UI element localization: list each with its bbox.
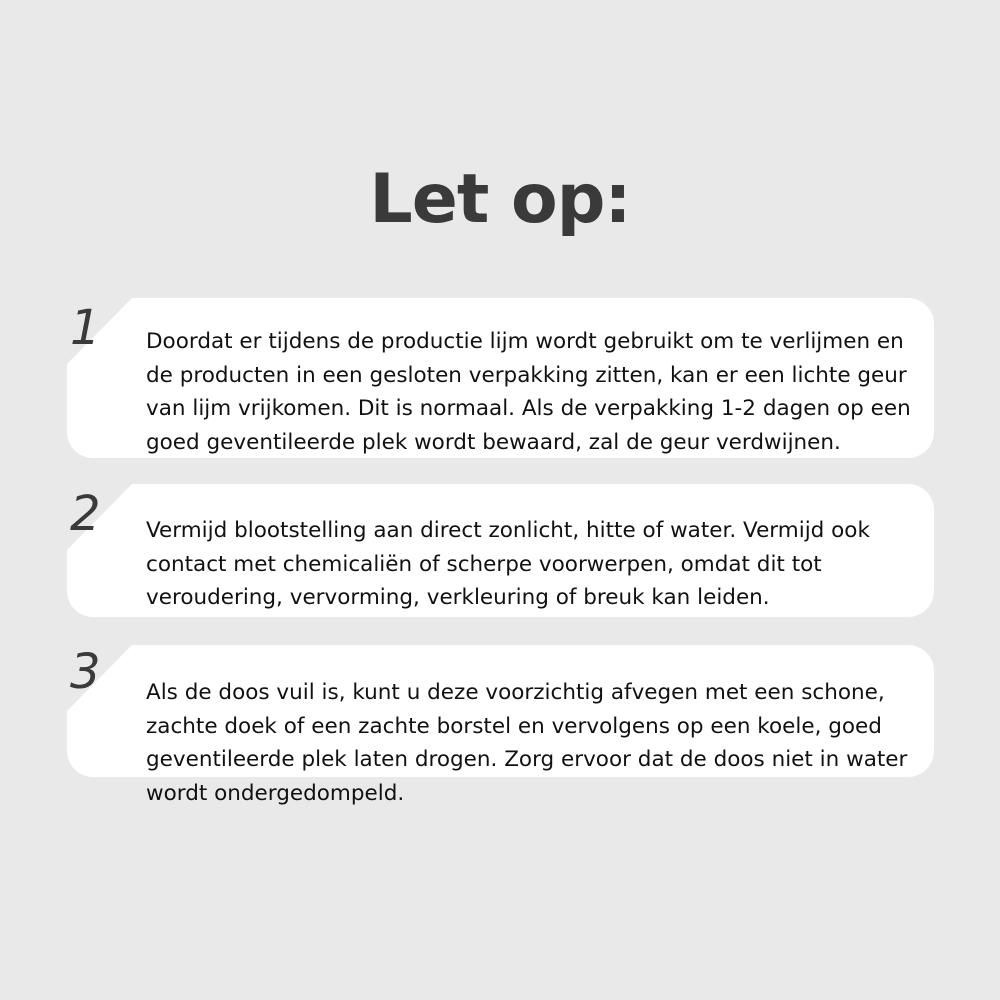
note-text-1: Doordat er tijdens de productie lijm wordt gebruikt om te verlijmen en de producten in een gesloten verpakking zitten, kan er een lichte geur van lijm vrijkomen. Dit is normaal. Als de verpakking 1-2 dagen op een goed geventileerde plek wordt bewaard, zal de geur verdwijnen. [146,329,911,455]
note-text-2: Vermijd blootstelling aan direct zonlicht, hitte of water. Vermijd ook contact met chemicaliën of scherpe voorwerpen, omdat dit tot veroudering, vervorming, verkleuring of breuk kan leiden. [146,518,870,610]
page-title: Let op: [369,160,631,239]
note-number-2: 2 [70,486,101,542]
note-number-3: 3 [70,644,101,700]
note-number-1: 1 [70,300,101,356]
note-text-3: Als de doos vuil is, kunt u deze voorzichtig afvegen met een schone, zachte doek of een zachte borstel en vervolgens op een koele, goed geventileerde plek laten drogen. Zorg ervoor dat de doos niet in water wordt ondergedompeld. [146,680,908,806]
